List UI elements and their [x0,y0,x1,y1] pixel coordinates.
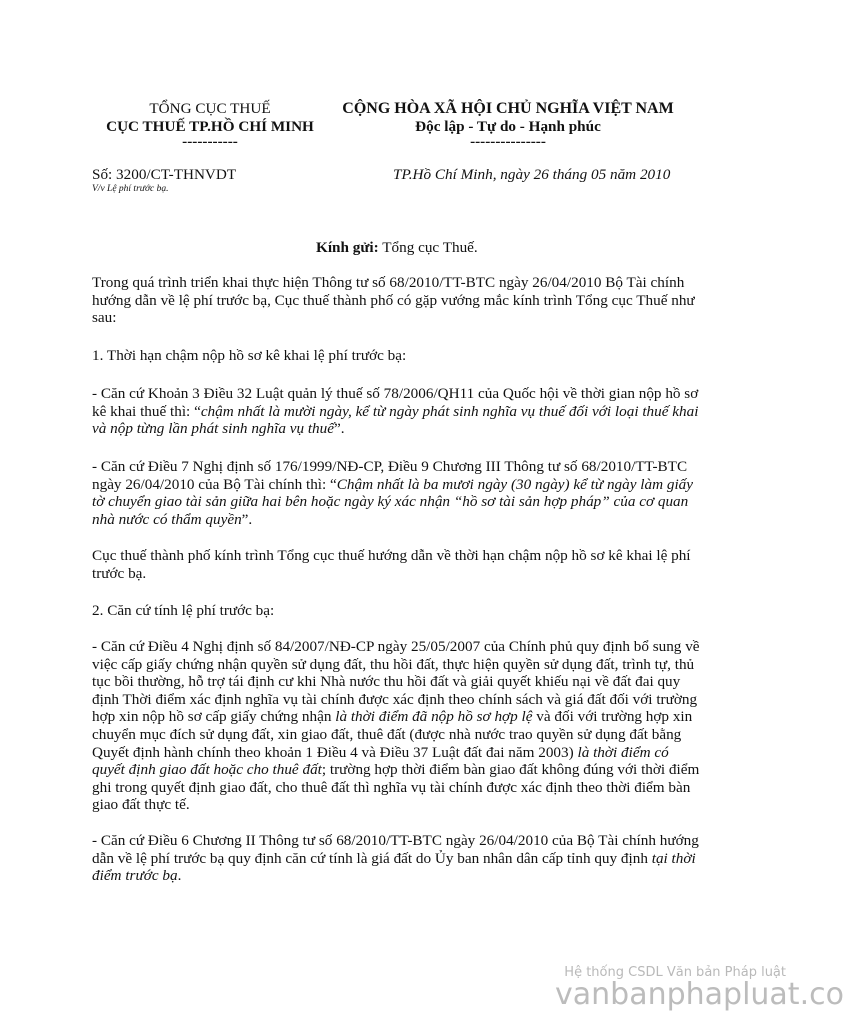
paragraph-text: ”. [241,510,253,528]
recipient-value: Tổng cục Thuế. [378,239,478,256]
paragraph-text: - Căn cứ Khoản 3 Điều 32 Luật quản lý thuế số 78/2006/QH11 của Quốc hội về thời gian nộp hồ sơ kê khai thuế thì: “ [92,385,699,420]
request-paragraph: Cục thuế thành phố kính trình Tổng cục thuế hướng dẫn về thời hạn chậm nộp hồ sơ kê khai lệ phí trước bạ. [92,547,691,582]
quoted-provision: Chậm nhất là ba mươi ngày (30 ngày) kể từ ngày làm giấy tờ chuyển giao tài sản giữa hai bên hoặc ngày ký xác nhận “hồ sơ tài sản hợp pháp” của cơ quan nhà nước có thẩm quyền [92,475,694,528]
paragraph-circular-68 [92,832,704,885]
paragraph-text: - Căn cứ Điều 7 Nghị định số 176/1999/NĐ-CP, Điều 9 Chương III Thông tư số 68/2010/TT-BTC ngày 26/04/2010 của Bộ Tài chính thì: “ [92,458,688,493]
watermark-caption: Hệ thống CSDL Văn bản Pháp luật [564,965,786,980]
issuing-authority [92,100,328,149]
right-rule: --------------- [470,133,546,151]
motto: Độc lập - Tự do - Hạnh phúc [415,117,601,135]
paragraph-text: - Căn cứ Điều 4 Nghị định số 84/2007/NĐ-CP ngày 25/05/2007 của Chính phủ quy định bổ sung về việc cấp giấy chứng nhận quyền sử dụng đất, thu hồi đất, thực hiện quyền sử dụng đất, trình tự, thủ tục bồi thường, hỗ trợ tái định cư khi Nhà nước thu hồi đất và giải quyết khiếu nại về đất đai quy định Thời điểm xác định nghĩa vụ tài chính được xác định theo chính sách và giá đất đối với trường hợp xin nộp hồ sơ cấp giấy chứng nhận [92,638,700,726]
country-name: CỘNG HÒA XÃ HỘI CHỦ NGHĨA VIỆT NAM [342,100,674,117]
intro-paragraph: Trong quá trình triển khai thực hiện Thông tư số 68/2010/TT-BTC ngày 26/04/2010 Bộ Tài chính hướng dẫn về lệ phí trước bạ, Cục thuế thành phố có gặp vướng mắc kính trình Tổng cục Thuế như sau: [92,274,695,327]
paragraph-text: và đối với trường hợp xin chuyển mục đích sử dụng đất, xin giao đất, thuê đất (được nhà nước trao quyền sử dụng đất bằng Quyết định hành chính theo khoản 1 Điều 4 và Điều 37 Luật đất đai năm 2003) [92,708,693,761]
document-number: Số: 3200/CT-THNVDT [92,166,237,183]
section-1-heading: 1. Thời hạn chậm nộp hồ sơ kê khai lệ phí trước bạ: [92,347,407,364]
italic-phrase: tại thời điểm trước bạ [92,849,696,885]
left-rule: ----------- [182,133,238,151]
date-place: TP.Hồ Chí Minh, ngày 26 tháng 05 năm 2010 [393,166,671,183]
section-2-heading: 2. Căn cứ tính lệ phí trước bạ: [92,602,275,619]
parent-agency: TỔNG CỤC THUẾ [149,100,271,117]
paragraph-decree-deadline [92,458,704,528]
paragraph-tax-law-deadline [92,385,704,438]
recipient-line [316,239,478,257]
paragraph-text: ”. [333,420,345,438]
recipient-label: Kính gửi: [316,239,379,256]
italic-phrase: là thời điểm đã nộp hồ sơ hợp lệ [335,708,533,726]
paragraph-text: ; trường hợp thời điểm bàn giao đất không đúng với thời điểm ghi trong quyết định giao đất, cho thuê đất thì nghĩa vụ tài chính được xác định theo thời điểm bàn giao đất thực tế. [92,761,700,814]
quoted-provision: chậm nhất là mười ngày, kể từ ngày phát sinh nghĩa vụ thuế đối với loại thuế khai và nộp từng lần phát sinh nghĩa vụ thuế [92,402,699,438]
paragraph-decree-84 [92,638,704,814]
paragraph-text: - Căn cứ Điều 6 Chương II Thông tư số 68/2010/TT-BTC ngày 26/04/2010 của Bộ Tài chính hướng dẫn về lệ phí trước bạ quy định căn cứ tính là giá đất do Ủy ban nhân dân cấp tỉnh quy định [92,832,699,867]
issuing-agency: CỤC THUẾ TP.HỒ CHÍ MINH [106,117,314,135]
italic-phrase: là thời điểm có quyết định giao đất hoặc cho thuê đất [92,743,669,779]
watermark-site: vanbanphapluat.co [555,977,844,1012]
national-motto [336,100,680,149]
paragraph-text: . [177,867,182,885]
document-subject: V/v Lệ phí trước bạ. [92,184,169,194]
